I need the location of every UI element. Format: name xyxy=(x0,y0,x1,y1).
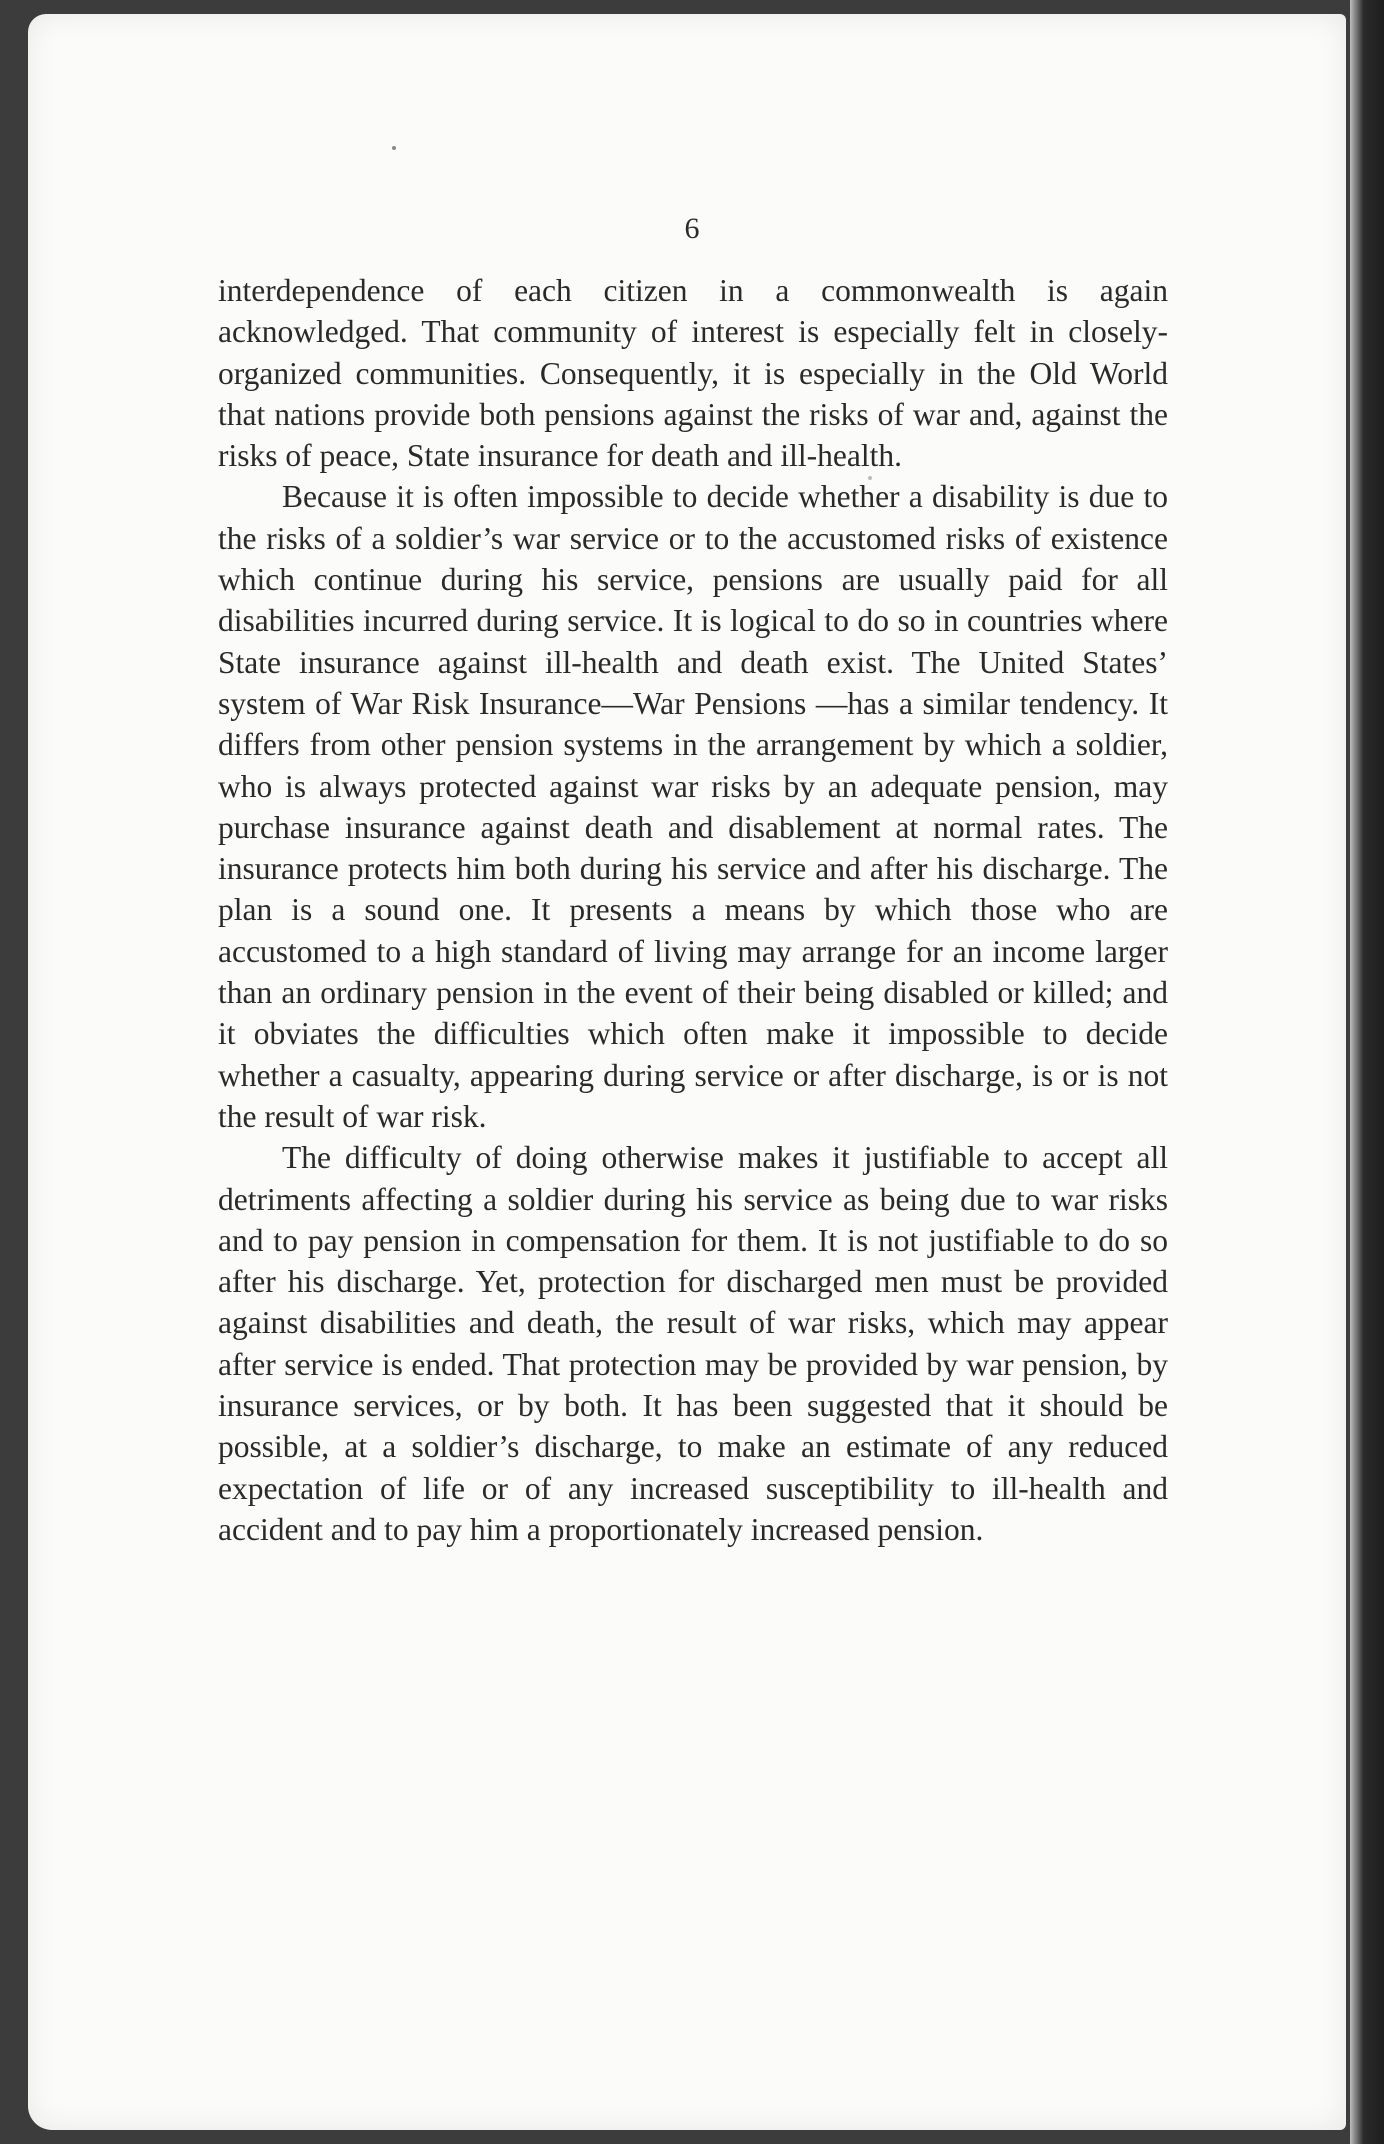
page-edge-shadow xyxy=(1350,0,1384,2144)
paragraph-1: interdependence of each citizen in a commonwealth is again acknowledged. That community of interest is especially felt in closely-organized communities. Consequently, it is especially in the Old World that nations provide both pensions against the risks of war and, against the risks of peace, State insurance for death and ill-health. xyxy=(218,273,1168,474)
body-text xyxy=(218,270,1168,1550)
paragraph-2: Because it is often impossible to decide whether a disability is due to the risks of a soldier’s war service or to the accustomed risks of existence which continue during his service, pensions are usually paid for all disabilities incurred during service. It is logical to do so in countries where State insurance against ill-health and death exist. The United States’ system of War Risk Insurance—War Pensions —has a similar tendency. It differs from other pension systems in the arrangement by which a soldier, who is always protected against war risks by an adequate pension, may purchase insurance against death and disablement at normal rates. The insurance protects him both during his service and after his discharge. The plan is a sound one. It presents a means by which those who are accustomed to a high standard of living may arrange for an income larger than an ordinary pension in the event of their being disabled or killed; and it obviates the difficulties which often make it impossible to decide whether a casualty, appearing during service or after discharge, is or is not the result of war risk. xyxy=(218,479,1168,1134)
page-number: 6 xyxy=(684,212,700,245)
paragraph-3: The difficulty of doing otherwise makes it justifiable to accept all detriments affecting a soldier during his service as being due to war risks and to pay pension in compensation for them. It is not justifiable to do so after his discharge. Yet, protection for discharged men must be provided against disabilities and death, the result of war risks, which may appear after service is ended. That protection may be provided by war pension, by insurance services, or by both. It has been suggested that it should be possible, at a soldier’s discharge, to make an estimate of any reduced expectation of life or of any increased susceptibility to ill-health and accident and to pay him a proportionately increased pension. xyxy=(218,1140,1168,1547)
ink-speck xyxy=(392,146,396,150)
